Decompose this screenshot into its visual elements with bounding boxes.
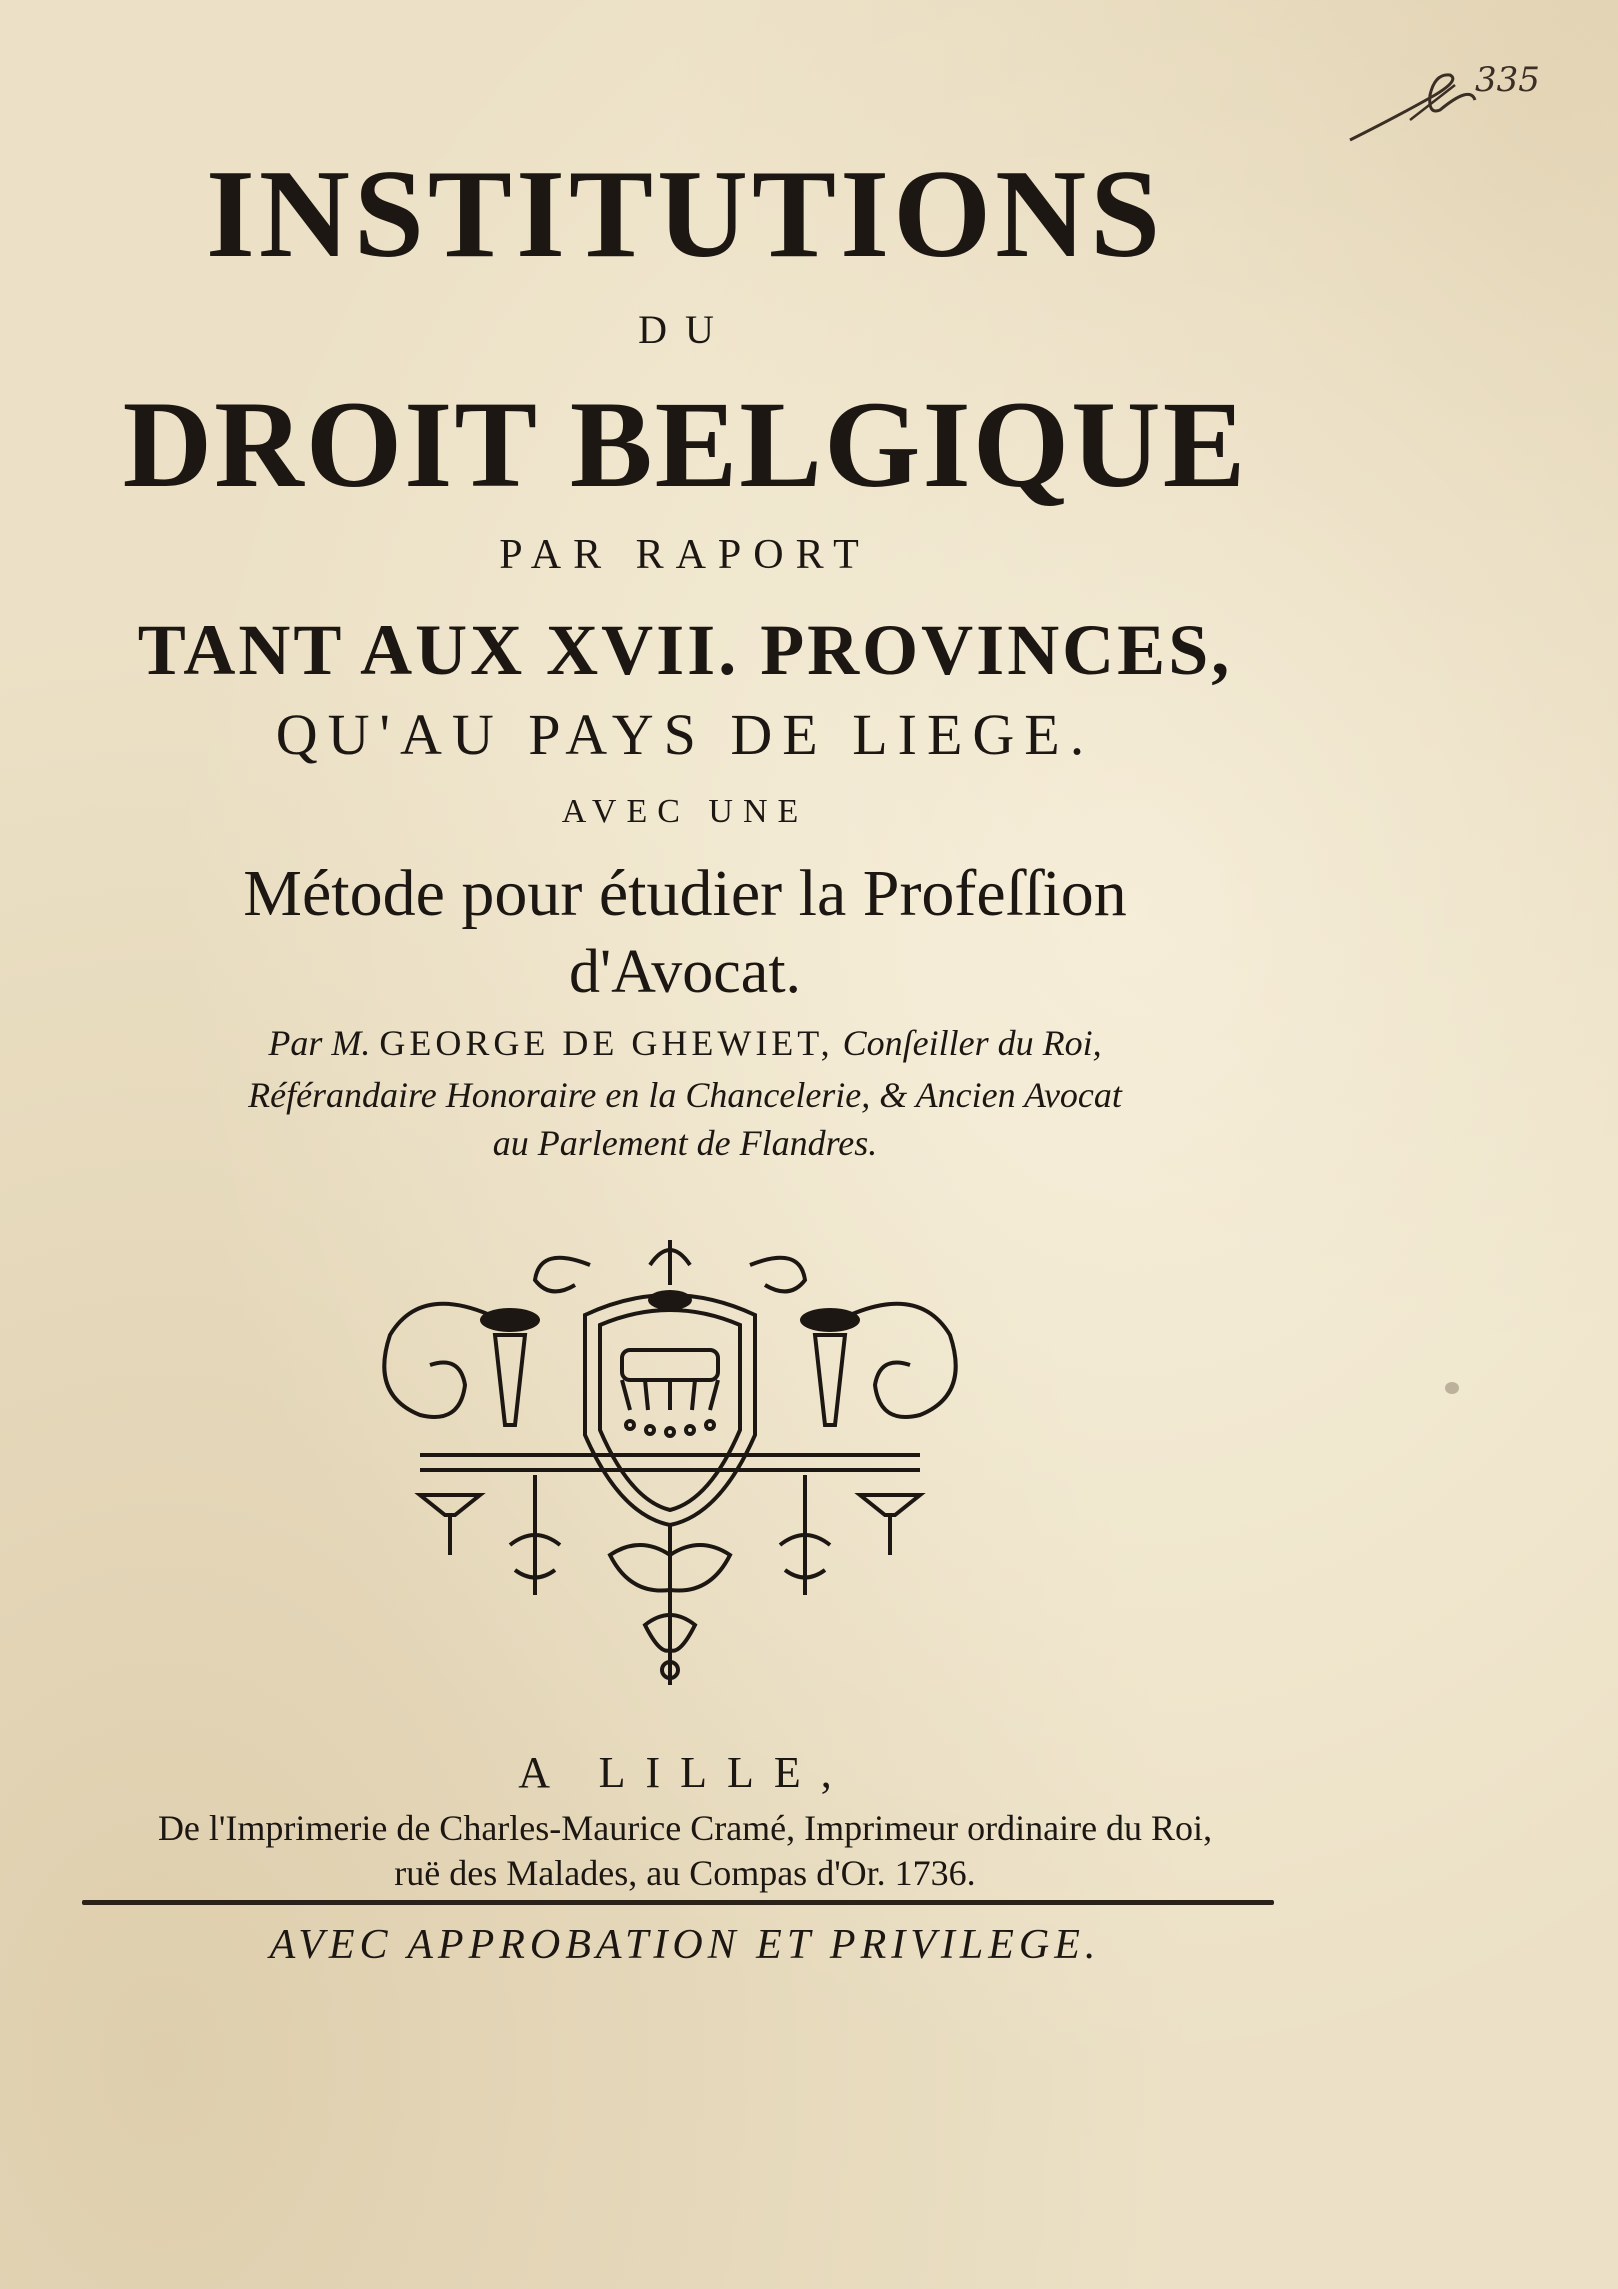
horizontal-rule bbox=[82, 1900, 1274, 1905]
privilege-line: AVEC APPROBATION ET PRIVILEGE. bbox=[269, 1922, 1101, 1968]
subtitle-connector: PAR RAPORT bbox=[499, 532, 871, 578]
shelfmark-number: 335 bbox=[1475, 60, 1540, 100]
author-role-2: Référandaire Honoraire en la Chancelerie, & Ancien Avocat bbox=[248, 1075, 1122, 1115]
paper-blemish bbox=[1445, 1382, 1459, 1394]
printers-ornament-vignette bbox=[360, 1225, 980, 1695]
avocat-line: d'Avocat. bbox=[568, 938, 802, 1006]
avec-une-line: AVEC UNE bbox=[561, 793, 809, 830]
imprint-line-1: De l'Imprimerie de Charles-Maurice Cramé, Imprimeur ordinaire du Roi, bbox=[157, 1808, 1213, 1848]
title-connector: DU bbox=[638, 307, 732, 352]
metode-line: Métode pour étudier la Profeſſion bbox=[243, 857, 1127, 930]
provinces-line: TANT AUX XVII. PROVINCES, bbox=[137, 610, 1233, 690]
author-name: GEORGE DE GHEWIET, bbox=[379, 1023, 834, 1063]
handwritten-shelfmark-flourish bbox=[1340, 55, 1600, 155]
author-role-3: au Parlement de Flandres. bbox=[492, 1123, 878, 1163]
imprint-line-2: ruë des Malades, au Compas d'Or. 1736. bbox=[394, 1853, 976, 1893]
author-line bbox=[60, 1020, 1310, 1066]
place-of-publication: A LILLE, bbox=[518, 1748, 852, 1797]
author-prefix: Par M. bbox=[268, 1023, 371, 1063]
author-role-1: Conſeiller du Roi, bbox=[842, 1023, 1102, 1063]
pays-line: QU'AU PAYS DE LIEGE. bbox=[275, 702, 1095, 767]
book-title: INSTITUTIONS bbox=[205, 145, 1165, 284]
book-subtitle: DROIT BELGIQUE bbox=[122, 376, 1248, 513]
